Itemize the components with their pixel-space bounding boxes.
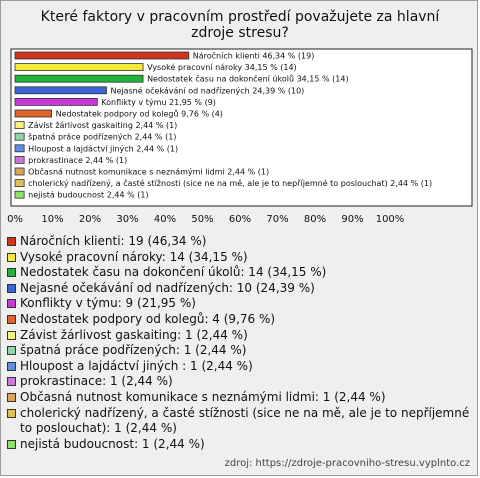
x-tick-label: 40% bbox=[153, 214, 177, 225]
legend-item bbox=[7, 281, 473, 297]
legend-item bbox=[7, 343, 473, 359]
x-tick-label: 20% bbox=[78, 214, 102, 225]
bar-label: cholerický nadřízený, a časté stížnosti (sice ne na mě, ale je to nepříjemné to poslouchat) 2,44 % (1) bbox=[28, 179, 433, 189]
bar-label: Vysoké pracovní nároky 34,15 % (14) bbox=[147, 63, 297, 73]
legend bbox=[7, 234, 473, 452]
x-tick-label: 10% bbox=[41, 214, 64, 225]
bar bbox=[15, 145, 24, 152]
legend-swatch bbox=[7, 331, 16, 340]
legend-item bbox=[7, 265, 473, 281]
legend-label: Náročních klienti: 19 (46,34 %) bbox=[20, 234, 207, 248]
legend-label: špatná práce podřízených: 1 (2,44 %) bbox=[20, 343, 247, 358]
chart-title: Které faktory v pracovním prostředí považujete za hlavní zdroje stresu? bbox=[40, 9, 440, 41]
legend-item bbox=[7, 359, 473, 375]
legend-swatch bbox=[7, 362, 16, 371]
bar bbox=[15, 180, 24, 187]
legend-label: Občasná nutnost komunikace s neznámými lidmi: 1 (2,44 %) bbox=[20, 389, 386, 404]
bar bbox=[15, 122, 24, 129]
x-tick-label: 30% bbox=[116, 214, 139, 225]
legend-swatch bbox=[7, 377, 16, 386]
x-tick-label: 50% bbox=[191, 214, 214, 225]
legend-item bbox=[7, 250, 473, 266]
bar bbox=[15, 110, 52, 117]
legend-swatch bbox=[7, 393, 16, 402]
legend-item bbox=[7, 374, 473, 390]
bar-label: Nedostatek podpory od kolegů 9,76 % (4) bbox=[55, 109, 223, 119]
bar-label: Konflikty v týmu 21,95 % (9) bbox=[101, 97, 216, 107]
legend-label: prokrastinace: 1 (2,44 %) bbox=[20, 374, 173, 389]
legend-swatch bbox=[7, 315, 16, 324]
bar-label: Náročních klienti 46,34 % (19) bbox=[192, 51, 315, 61]
bar-label: Nejasné očekávání od nadřízených 24,39 % (10) bbox=[110, 86, 305, 96]
legend-label: cholerický nadřízený, a časté stížnosti (sice ne na mě, ale je to nepříjemné to poslouchat): 1 (2,44 %) bbox=[20, 405, 470, 436]
bar bbox=[15, 168, 24, 175]
bar-label: Nedostatek času na dokončení úkolů 34,15 % (14) bbox=[147, 74, 349, 84]
legend-swatch bbox=[7, 253, 16, 262]
bar-chart bbox=[0, 0, 480, 232]
bar bbox=[15, 156, 24, 163]
x-tick-label: 90% bbox=[341, 214, 364, 225]
legend-label: Konflikty v týmu: 9 (21,95 %) bbox=[20, 296, 196, 311]
legend-swatch bbox=[7, 409, 16, 418]
x-tick-label: 60% bbox=[228, 214, 252, 225]
bar bbox=[15, 64, 143, 71]
legend-item bbox=[7, 328, 473, 344]
legend-item bbox=[7, 406, 473, 437]
bar bbox=[15, 191, 24, 198]
bar-label: prokrastinace 2,44 % (1) bbox=[28, 155, 128, 165]
bar-label: Hloupost a lajdáctví jiných 2,44 % (1) bbox=[28, 144, 179, 154]
legend-item bbox=[7, 234, 473, 250]
x-tick-label: 80% bbox=[303, 214, 327, 225]
x-tick-label: 70% bbox=[266, 214, 289, 225]
bar-label: nejistá budoucnost 2,44 % (1) bbox=[28, 190, 149, 200]
legend-label: Hloupost a lajdáctví jiných : 1 (2,44 %) bbox=[20, 358, 253, 373]
legend-swatch bbox=[7, 284, 16, 293]
bar bbox=[15, 87, 106, 94]
legend-item bbox=[7, 390, 473, 406]
legend-label: Nejasné očekávání od nadřízených: 10 (24,39 %) bbox=[20, 280, 315, 295]
legend-swatch bbox=[7, 346, 16, 355]
legend-swatch bbox=[7, 440, 16, 449]
legend-label: Závist žárlivost gaskaiting: 1 (2,44 %) bbox=[20, 327, 248, 342]
bar bbox=[15, 98, 97, 105]
source-note: zdroj: https://zdroje-pracovniho-stresu.vyplnto.cz bbox=[224, 458, 470, 469]
legend-label: Vysoké pracovní nároky: 14 (34,15 %) bbox=[20, 249, 248, 264]
legend-swatch bbox=[7, 237, 16, 246]
x-tick-label: 100% bbox=[375, 214, 405, 225]
x-tick-label: 0% bbox=[7, 214, 23, 225]
legend-item bbox=[7, 296, 473, 312]
bar bbox=[15, 52, 189, 59]
bar-label: špatná práce podřízených 2,44 % (1) bbox=[28, 132, 177, 142]
legend-label: Nedostatek času na dokončení úkolů: 14 (34,15 %) bbox=[20, 265, 327, 280]
bar-label: Závist žárlivost gaskaiting 2,44 % (1) bbox=[28, 121, 178, 131]
legend-item bbox=[7, 437, 473, 453]
legend-label: nejistá budoucnost: 1 (2,44 %) bbox=[20, 436, 205, 451]
bar-label: Občasná nutnost komunikace s neznámými lidmi 2,44 % (1) bbox=[28, 167, 270, 177]
legend-swatch bbox=[7, 268, 16, 277]
bar bbox=[15, 133, 24, 140]
legend-item bbox=[7, 312, 473, 328]
legend-label: Nedostatek podpory od kolegů: 4 (9,76 %) bbox=[20, 311, 276, 326]
bar bbox=[15, 75, 143, 82]
legend-swatch bbox=[7, 299, 16, 308]
